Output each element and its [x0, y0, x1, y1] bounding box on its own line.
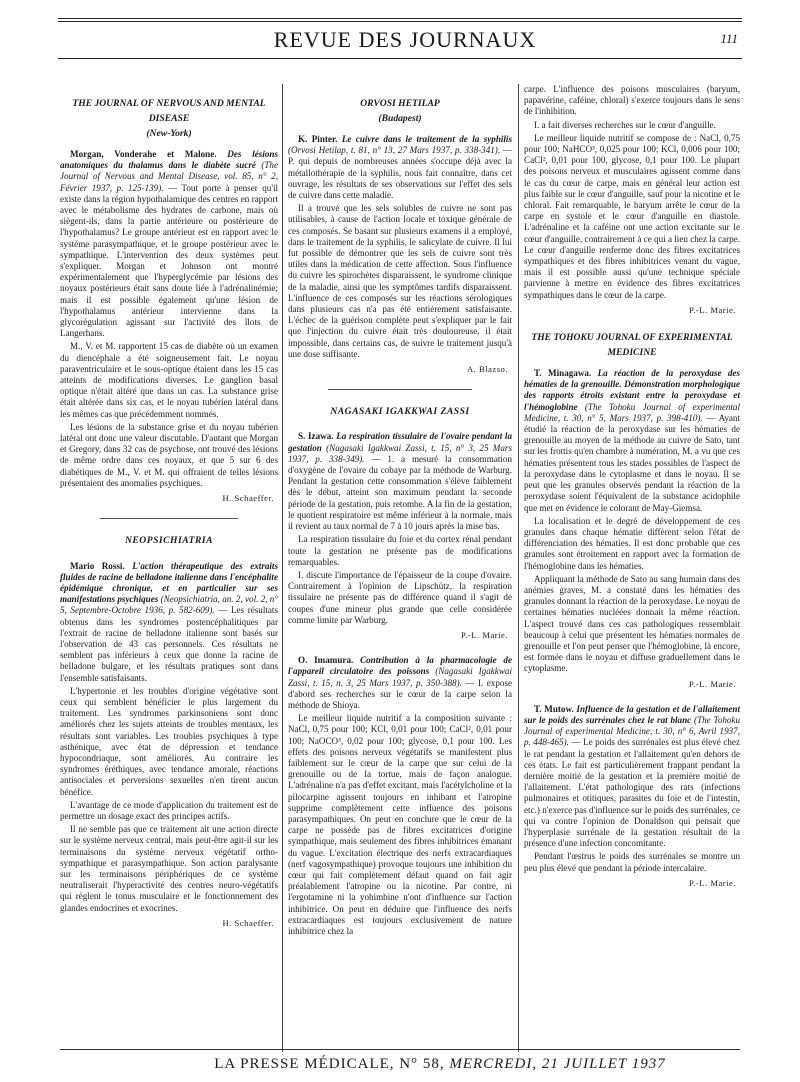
article-paragraph: Le meilleur liquide nutritif a la composition suivante : NaCl, 0,75 pour 100; KCl, 0,01 pour 100; CaCl², 0,01 pour 100; NaOCO³, 0,02 pour 100; glycose, 0,1 pour 100. Les effets des poisons nerveux végétatifs se manifestent plus faiblement sur le cœur de la carpe que sur celui de la grenouille ou de la tortue, mais de façon analogue. L'adrénaline n'a pas d'effet excitant, mais l'acétylcholine et la pilocarpine agissent toujours en inhibant et l'atropine supprime complètement cette influence des poisons parasympathiques. On peut en conclure que le cœur de la carpe ne possède pas de fibres excitatrices d'origine sympathique, mais seulement des fibres inhibitrices émanant du vague. L'excitation électrique des nerfs extracardiaques (nerf vagosympathique) provoque toujours une inhibition du cœur qui fait complètement défaut quand on fait agir préalablement l'atropine ou la nicotine. Par contre, ni l'ergotamine ni la yohimbine n'ont d'influence sur l'action inhibitrice. On peut en déduire que l'influence des nerfs extracardiaques est toujours exclusivement de nature inhibitrice chez la: [288, 713, 512, 936]
article-abstract: [288, 431, 512, 532]
article-text: — 1. a mesuré la consommation d'oxygène de l'ovaire du cobaye par la méthode de Warburg. Pendant la gestation cette consommation s'élève faiblement dès le début, atteint son maximum pendant la seconde période de la gestation, puis retombe. A la fin de la gestation, le quotient respiratoire est même inférieur à la normale, mais il revient au taux normal de 7 à 10 jours après la mise bas.: [288, 453, 512, 532]
article-paragraph: Appliquant la méthode de Sato au sang humain dans des anémies graves, M. a constaté dans les hématies des granules donnant la réaction de la peroxydase. Le noyau de certaines hématies nucléées donnait la même réaction. L'aspect trouvé dans ces cas pathologiques ressemblait beaucoup à celui que présentent les hématies normales de grenouille et l'on peut penser que l'hémoglobine, là encore, est formée dans le noyau et diffuse graduellement dans le cytoplasme.: [524, 573, 740, 674]
article-abstract: [524, 368, 740, 514]
article-abstract: [288, 655, 512, 711]
column-middle: [288, 84, 512, 1064]
article-paragraph: M., V. et M. rapportent 15 cas de diabète où un examen du diencéphale a été soigneusement fait. Le noyau paraventriculaire et le sous-optique étaient dans les 15 cas atteints de modifications diverses. Le ganglion basal optique n'était altéré que dans un cas. La substance grise était altérée dans six cas, et le noyau tubérien latéral dans les mêmes cas que précédemment nommés.: [60, 341, 278, 419]
article-title: Influence de la gestation et de l'allaitement sur le poids des surrénales chez le rat blanc: [524, 703, 740, 725]
journal-name: THE JOURNAL OF NERVOUS AND MENTAL DISEASE: [72, 98, 266, 124]
top-rule: [58, 18, 742, 19]
article-authors: K. Pinter.: [298, 134, 338, 144]
article-reference: (Neopsichiatria, an. 2, vol. 2, n° 5, Septembre-Octobre 1936, p. 582-609).: [60, 594, 278, 616]
article-paragraph: I. a fait diverses recherches sur le cœur d'anguille.: [534, 119, 716, 130]
article-reference: (The Tohoku Journal of experimental Medicine, t. 30, n° 6, Avril 1937, p. 448-465).: [524, 714, 740, 748]
article-paragraph: L'hypertonie et les troubles d'origine végétative sont ceux qui semblent bénéficier le plus largement du traitement. Les syndromes parkinsoniens sont donc améliorés chez les sujets atteints de troubles mentaux, les résultats sont variables. Les troubles psychiques à type asthénique, avec état de dépression et tendance hypocondriaque, sont améliorés. Au contraire les syndromes éréthiques, avec tendance amorale, réactions antisociales et perversions sexuelles n'en tirent aucun bénéfice.: [60, 685, 278, 797]
article-signature: P.-L. Marie.: [688, 678, 736, 689]
column-divider: [518, 84, 519, 1052]
running-head: REVUE DES JOURNAUX: [273, 27, 537, 52]
article-paragraph: Les lésions de la substance grise et du noyau tubérien latéral ont donc une valeur discutable. D'autant que Morgan et Gregory, dans 32 cas de psychose, ont trouvé des lésions de même ordre dans ces noyaux, et que 5 sur 6 des diabétiques de M., V. et M. qui offraient de telles lésions présentaient des anomalies psychiques.: [60, 421, 278, 488]
article-paragraph: carpe. L'influence des poisons musculaires (baryum, papavérine, caféine, chloral) s'exerce toujours dans le sens de l'inhibition.: [524, 84, 740, 117]
article-title: La respiration tissulaire de l'ovaire pendant la gestation: [288, 431, 512, 453]
article-text: — I. expose d'abord ses recherches sur le cœur de la carpe selon la méthode de Shioya.: [288, 677, 512, 710]
journal-heading: [60, 96, 278, 141]
journal-city: (New-York): [146, 128, 192, 139]
article-signature: P.-L. Marie.: [688, 877, 736, 888]
article-reference: (Orvosi Hetilap, t. 81, n° 13, 27 Mars 1937, p. 338-341).: [288, 145, 501, 156]
header-rule: [58, 58, 742, 59]
column-left: [60, 84, 278, 1064]
separator: [100, 518, 238, 519]
article-authors: T. Mutow.: [534, 703, 574, 714]
article-title: Le cuivre dans le traitement de la syphilis: [341, 134, 512, 144]
article-paragraph: La localisation et le degré de développement de ces granules dans chaque hématie diffèrent selon l'état de différenciation des hématies. Il est donc probable que ces granules sont étroitement en rapport avec la formation de l'hémoglobine dans les hématies.: [524, 515, 740, 571]
page-number: 111: [720, 31, 738, 46]
article-abstract: [288, 134, 512, 201]
article-title: Contribution à la pharmacologie de l'appareil circulatoire des poissons: [288, 655, 512, 677]
article-title: La réaction de la peroxydase des hématies de la grenouille. Démonstration morphologique des rapports étroits existant entre la peroxydase et l'hémoglobine: [524, 368, 740, 412]
article-paragraph: L'avantage de ce mode d'application du traitement est de permettre un dosage exact des principes actifs.: [60, 799, 278, 821]
footer-line: [160, 1056, 720, 1073]
article-signature: H. Schaeffer.: [222, 917, 274, 928]
article-signature: P.-L. Marie.: [460, 629, 508, 640]
section-heading: NAGASAKI IGAKKWAI ZASSI: [330, 406, 470, 418]
column-right: [524, 84, 740, 1064]
journal-name: ORVOSI HETILAP: [360, 98, 440, 109]
article-reference: (The Journal of Nervous and Mental Disease, vol. 85, n° 2, Février 1937, p. 125-139).: [60, 160, 278, 193]
journal-heading: [288, 96, 512, 126]
journal-city: (Budapest): [378, 113, 422, 124]
article-signature: H. Schaeffer.: [222, 493, 274, 504]
section-heading: NEOPSICHIATRIA: [124, 535, 214, 547]
article-signature: A. Blazso.: [466, 364, 508, 375]
article-paragraph: Il a trouvé que les sels solubles de cuivre ne sont pas utilisables, à cause de l'action locale et toxique générale de ces composés. Se basant sur plusieurs examens il a employé, dans le traitement de la syphilis, le salicylate de cuivre. Il lui fut possible de démontrer que les sels de cuivre sont très utiles dans la médication de cette affection. Sous l'influence du cuivre les spirochètes disparaissent, le syndrome clinique de la maladie, ainsi que les symptômes tardifs disparaissent. L'influence de ces composés sur les réactions sérologiques dans plusieurs cas n'a pas été entièrement satisfaisante. L'échec de la guérison complète peut s'expliquer par le fait que l'injection du cuivre était très douloureuse, il était impossible, dans certains cas, de suivre le traitement jusqu'à une dose suffisante.: [288, 203, 512, 359]
article-paragraph: Il ne semble pas que ce traitement ait une action directe sur le système nerveux central, mais peut-être agit-il sur les terminaisons du système nerveux végétatif ortho-sympathique et parasympathique. Son action paralysante sur les terminaisons périphériques de ce système neutraliserait l'hyperactivité des centres neuro-végétatifs qui règlent le tonus musculaire et le fonctionnement des glandes endocrines et exocrines.: [60, 824, 278, 913]
article-text: — P. qui depuis de nombreuses années s'occupe déjà avec la métallothérapie de la syphilis, nous fait connaître, dans cet ouvrage, les résultats de ses observations sur l'effet des sels de cuivre dans cette maladie.: [288, 145, 512, 201]
article-text: — Ayant étudié la réaction de la peroxydase sur les hématies de grenouille au moyen de la méthode au cuivre de Sato, tant sur les frottis qu'en chambre à numération, M. a vu que ces hématies présentent tous les stades possibles de l'aspect de la peroxydase dans le cytoplasme et dans le noyau. Il se peut que les granules observés pendant la réaction de la peroxydase soient l'équivalent de la substance acidophile que met en évidence le colorant de May-Giemsa.: [524, 412, 740, 513]
article-authors: T. Minagawa.: [534, 368, 592, 379]
article-text: — Le poids des surrénales est plus élevé chez le rat pendant la gestation et l'allaitement qu'en dehors de ces états. Le fait est particulièrement frappant pendant la dernière moitié de la gestation et la première moitié de l'allaitement. L'état pathologique des rats (infections pulmonaires et otitiques, parasites du foie et de l'intestin, etc.) n'exerce pas d'influence sur le poids des surrénales, ce qui va contre l'opinion de Donaldson qui pensait que l'hyperplasie surrénale de la gestation résultait de la présence d'une infection concomitante.: [524, 737, 740, 849]
article-authors: O. Imamura.: [298, 655, 354, 666]
top-rule-double: [58, 21, 742, 22]
column-divider: [282, 84, 283, 1052]
article-authors: Mario Rossi.: [70, 560, 125, 571]
article-reference: (The Tohoku Journal of experimental Medicine, t. 30, n° 5, Mars 1937, p. 398-410).: [524, 401, 740, 423]
publication-date: MERCREDI, 21 JUILLET 1937: [449, 1056, 666, 1072]
article-title: L'action thérapeutique des extraits fluides de racine de belladone italienne dans l'encéphalite épidémique chronique, et en particulier sur ses manifestations psychiques: [60, 560, 278, 605]
article-paragraph: I. discute l'importance de l'épaisseur de la coupe d'ovaire. Contrairement à l'opinion de Lipschütz, la respiration tissulaire ne présente pas de différence quand il s'agit de coupes d'une mineur plus grande que celle considérée comme limite par Warburg.: [288, 569, 512, 625]
article-paragraph: La respiration tissulaire du foie et du cortex rénal pendant toute la gestation ne présente pas de modifications remarquables.: [288, 534, 512, 567]
article-title: Des lésions anatomiques du thalamus dans le diabète sucré: [60, 149, 278, 171]
separator: [328, 389, 472, 390]
article-abstract: [60, 561, 278, 684]
article-authors: S. Izawa.: [298, 431, 334, 442]
article-text: — Tout porte à penser qu'il existe dans la région hypothalamique des centres en rapport avec le métabolisme des hydrates de carbone, mais où siègent-ils, dans la partie antérieure ou postérieure de l'hypothalamus? Le groupe antérieur est en rapport avec le système parasympathique, et le groupe postérieur avec le sympathique. L'intervention des deux systèmes peut s'expliquer. Morgan et Johnson ont montré expérimentalement que l'hyperglycémie par lésions des noyaux postérieurs était sans doute liée à l'adrénalinémie; mais il est possible également qu'une lésion de l'hypothalamus antérieur intervienne dans la glycorégulation agissant sur l'activité des îlots de Langerhans.: [60, 182, 278, 339]
article-text: — Les résultats obtenus dans les syndromes postencéphalitiques par l'extrait de racine de belladone italienne sont basés sur l'observation de 43 cas personnels. Ces résultats ne semblent pas inférieurs à ceux que donne la racine de belladone bulgare, et les résultats pratiques sont dans l'ensemble satisfaisants.: [60, 605, 278, 683]
article-paragraph: Pendant l'œstrus le poids des surrénales se montre un peu plus élevé que pendant la période intercalaire.: [524, 851, 740, 873]
article-reference: (Nagasaki Igakkwai Zassi, t. 15, n. 3, 25 Mars 1937, p. 350-388).: [288, 666, 512, 688]
publication-name: LA PRESSE MÉDICALE, N° 58,: [214, 1056, 445, 1072]
article-signature: P.-L. Marie.: [688, 304, 736, 315]
article-authors: Morgan, Vonderahe et Malone.: [70, 149, 217, 159]
article-paragraph: Le meilleur liquide nutritif se compose de : NaCl, 0,75 pour 100; NaHCO³, 0,025 pour 100; KCl, 0,006 pour 100; CaCl², 0,01 pour 100, glycose, 0,1 pour 100. Le plupart des poisons nerveux et musculaires agissent comme dans le cas du cœur de carpe, mais en général leur action est plus faible sur le cœur d'anguille, sauf pour la nicotine et le chloral. Fait remarquable, le baryum arrête le cœur de la carpe en systole et le cœur d'anguille en diastole. L'adrénaline et la caféine ont une action excitante sur le cœur d'anguille, contrairement à ce qui a lieu chez la carpe. Le cœur d'anguille renferme donc des fibres excitatrices sympathiques et des fibres inhibitrices venant du vague, mais il est possible aussi qu'une technique spéciale parvienne à mettre en évidence des fibres excitatrices sympathiques dans le cœur de la carpe.: [524, 132, 740, 300]
footer-rule: [60, 1049, 740, 1050]
article-abstract: [60, 149, 278, 339]
article-abstract: [524, 704, 740, 850]
journal-heading: THE TOHOKU JOURNAL OF EXPERIMENTAL MEDICINE: [531, 332, 733, 359]
article-reference: (Nagasaki Igakkwai Zassi, t. 15, n° 3, 25 Mars 1937, p. 338-349).: [288, 442, 512, 464]
